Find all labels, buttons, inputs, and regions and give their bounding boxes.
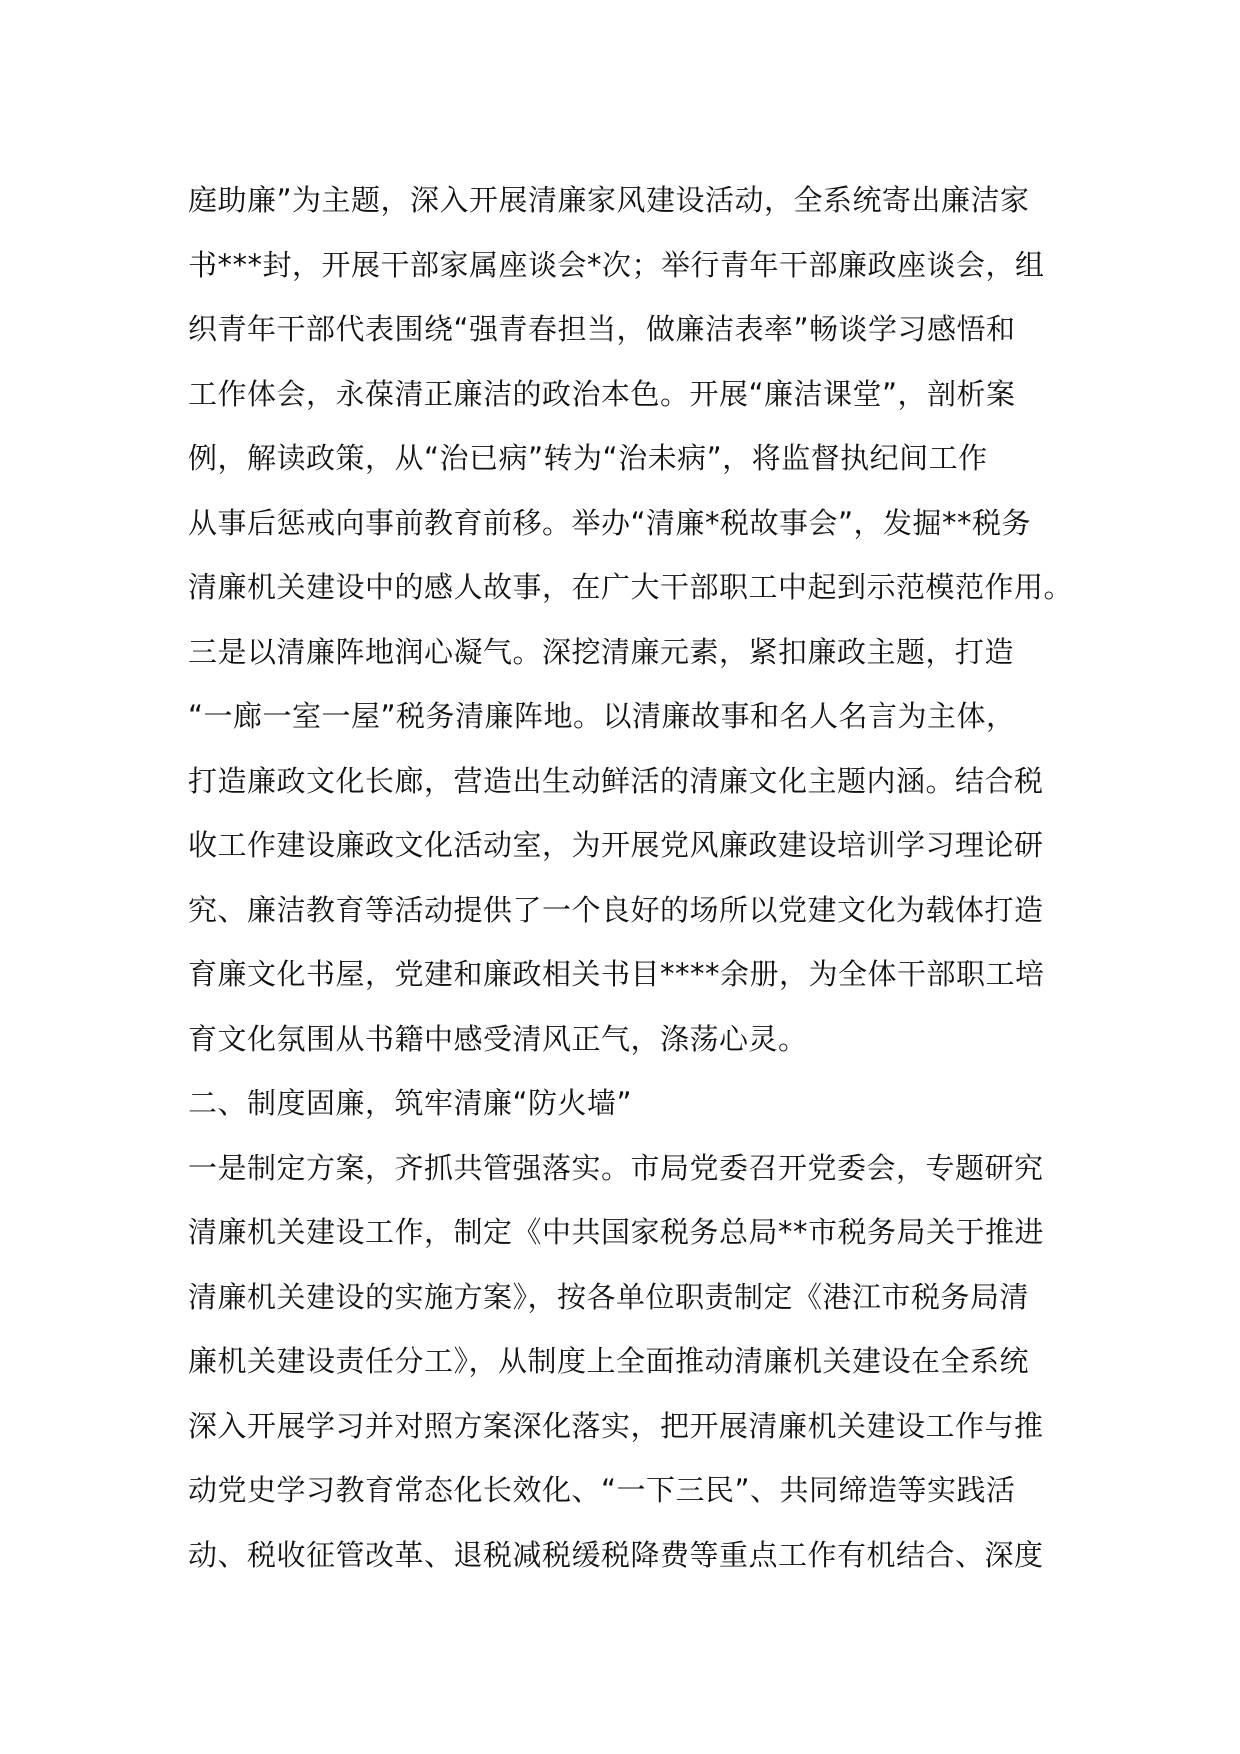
text-line: 一是制定方案，齐抓共管强落实。市局党委召开党委会，专题研究 <box>188 1150 1044 1185</box>
text-line: 清廉机关建设的实施方案》，按各单位职责制定《港江市税务局清 <box>188 1279 1030 1314</box>
text-line: 收工作建设廉政文化活动室，为开展党风廉政建设培训学习理论研 <box>188 828 1044 862</box>
text-line: 深入开展学习并对照方案深化落实，把开展清廉机关建设工作与推 <box>188 1408 1044 1443</box>
text-line: 打造廉政文化长廊，营造出生动鲜活的清廉文化主题内涵。结合税 <box>188 763 1044 798</box>
text-line: 庭助廉”为主题，深入开展清廉家风建设活动，全系统寄出廉洁家 <box>188 183 1030 217</box>
text-line: 育廉文化书屋，党建和廉政相关书目****余册，为全体干部职工培 <box>188 957 1045 991</box>
text-line: 清廉机关建设工作，制定《中共国家税务总局**市税务局关于推进 <box>188 1215 1045 1249</box>
body-text <box>188 168 1074 1587</box>
text-line: 书***封，开展干部家属座谈会*次；举行青年干部廉政座谈会，组 <box>188 247 1045 282</box>
text-line: 工作体会，永葆清正廉洁的政治本色。开展“廉洁课堂”，剖析案 <box>188 376 1016 411</box>
text-line: 清廉机关建设中的感人故事，在广大干部职工中起到示范模范作用。 <box>188 570 1074 604</box>
text-line: 育文化氛围从书籍中感受清风正气，涤荡心灵。 <box>188 1021 808 1056</box>
text-line: 三是以清廉阵地润心凝气。深挖清廉元素，紧扣廉政主题，打造 <box>188 634 1015 669</box>
text-line: 究、廉洁教育等活动提供了一个良好的场所以党建文化为载体打造 <box>188 892 1044 927</box>
section-heading: 二、制度固廉，筑牢清廉“防火墙” <box>188 1086 633 1120</box>
text-line: “一廊一室一屋”税务清廉阵地。以清廉故事和名人名言为主体， <box>188 699 1016 733</box>
text-line: 动党史学习教育常态化长效化、“一下三民”、共同缔造等实践活 <box>188 1473 1016 1507</box>
text-line: 从事后惩戒向事前教育前移。举办“清廉*税故事会”，发掘**税务 <box>188 505 1032 540</box>
text-line: 动、税收征管改革、退税减税缓税降费等重点工作有机结合、深度 <box>188 1537 1044 1572</box>
text-line: 织青年干部代表围绕“强青春担当，做廉洁表率”畅谈学习感悟和 <box>188 312 1016 346</box>
text-line: 例，解读政策，从“治已病”转为“治未病”，将监督执纪间工作 <box>188 441 988 475</box>
text-line: 廉机关建设责任分工》，从制度上全面推动清廉机关建设在全系统 <box>188 1344 1030 1378</box>
